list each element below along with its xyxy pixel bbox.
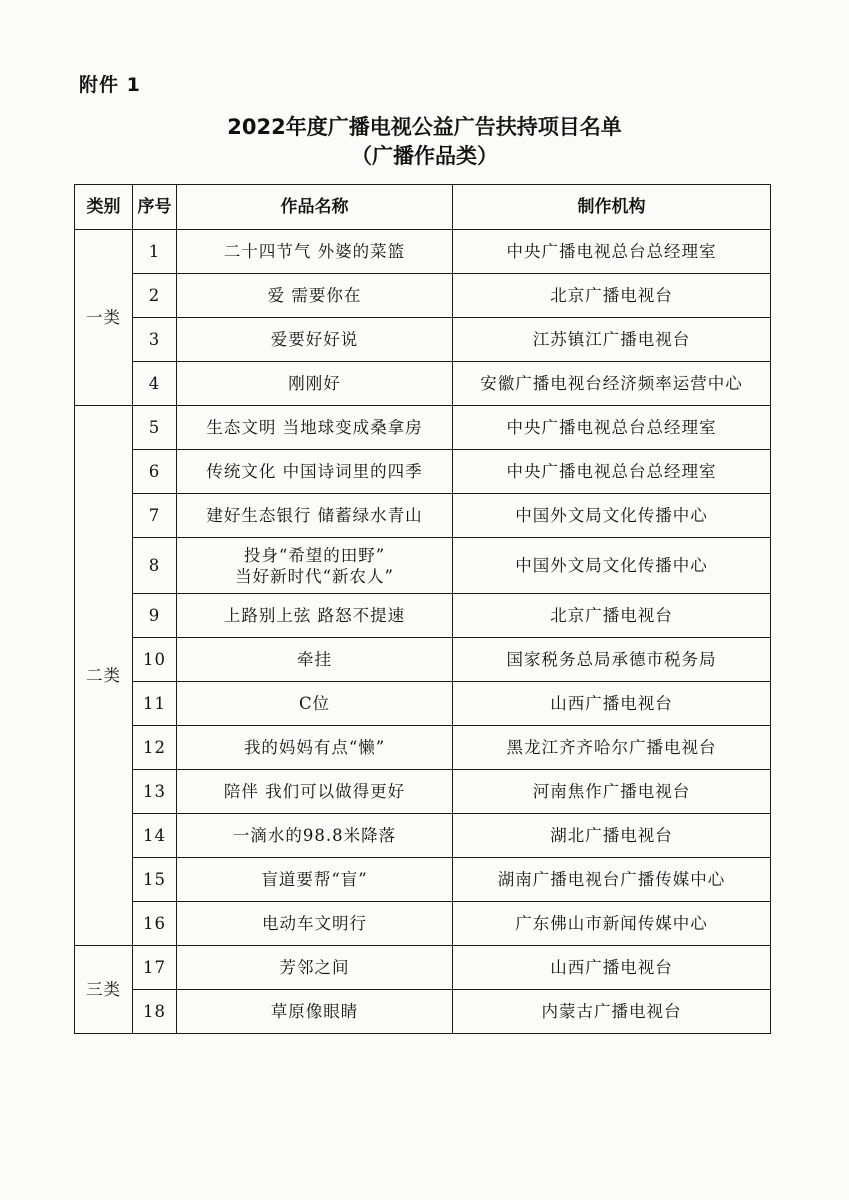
- header-work-title: 作品名称: [177, 185, 453, 230]
- category-cell: 二类: [75, 406, 133, 946]
- row-number-cell: 7: [133, 494, 177, 538]
- producer-cell: 内蒙古广播电视台: [453, 990, 771, 1034]
- table-row: [75, 946, 771, 990]
- header-number: 序号: [133, 185, 177, 230]
- work-title-line: 建好生态银行 储蓄绿水青山: [206, 506, 423, 525]
- work-title-line: 电动车文明行: [262, 914, 367, 933]
- producer-cell: 湖南广播电视台广播传媒中心: [453, 858, 771, 902]
- work-title-line: 草原像眼睛: [270, 1002, 359, 1021]
- work-title-cell: [177, 362, 453, 406]
- producer-cell: 山西广播电视台: [453, 946, 771, 990]
- work-title-cell: [177, 814, 453, 858]
- producer-cell: 国家税务总局承德市税务局: [453, 638, 771, 682]
- row-number-cell: 3: [133, 318, 177, 362]
- table-row: [75, 450, 771, 494]
- row-number-cell: 10: [133, 638, 177, 682]
- producer-cell: 安徽广播电视台经济频率运营中心: [453, 362, 771, 406]
- document-title: 2022年度广播电视公益广告扶持项目名单: [227, 115, 622, 139]
- work-title-line: 牵挂: [297, 650, 332, 669]
- work-title-cell: [177, 990, 453, 1034]
- table-row: [75, 230, 771, 274]
- work-title-line: 芳邻之间: [279, 958, 350, 977]
- header-producer: 制作机构: [453, 185, 771, 230]
- table-row: [75, 318, 771, 362]
- producer-cell: 河南焦作广播电视台: [453, 770, 771, 814]
- table-row: [75, 494, 771, 538]
- row-number-cell: 14: [133, 814, 177, 858]
- category-cell: 三类: [75, 946, 133, 1034]
- work-title-cell: [177, 450, 453, 494]
- work-title-cell: [177, 318, 453, 362]
- row-number-cell: 17: [133, 946, 177, 990]
- table-row: [75, 594, 771, 638]
- row-number-cell: 9: [133, 594, 177, 638]
- work-title-cell: [177, 726, 453, 770]
- project-list-table: [74, 184, 771, 1034]
- table-body: [75, 230, 771, 1034]
- table-header-row: [75, 185, 771, 230]
- work-title-line: 二十四节气 外婆的菜篮: [223, 242, 406, 261]
- table-row: [75, 362, 771, 406]
- work-title-cell: [177, 406, 453, 450]
- work-title-cell: [177, 946, 453, 990]
- work-title-line: 投身“希望的田野”: [243, 545, 386, 565]
- work-title-cell: [177, 538, 453, 594]
- producer-cell: 中国外文局文化传播中心: [453, 538, 771, 594]
- producer-cell: 山西广播电视台: [453, 682, 771, 726]
- producer-cell: 黑龙江齐齐哈尔广播电视台: [453, 726, 771, 770]
- work-title-line: 盲道要帮“盲”: [261, 870, 368, 889]
- table-row: [75, 406, 771, 450]
- producer-cell: 北京广播电视台: [453, 594, 771, 638]
- table-row: [75, 682, 771, 726]
- row-number-cell: 11: [133, 682, 177, 726]
- row-number-cell: 1: [133, 230, 177, 274]
- document-subtitle: （广播作品类）: [351, 144, 498, 168]
- work-title-cell: [177, 594, 453, 638]
- work-title-cell: [177, 274, 453, 318]
- row-number-cell: 13: [133, 770, 177, 814]
- row-number-cell: 5: [133, 406, 177, 450]
- work-title-line: 传统文化 中国诗词里的四季: [206, 462, 423, 481]
- row-number-cell: 6: [133, 450, 177, 494]
- work-title-cell: [177, 494, 453, 538]
- table-row: [75, 858, 771, 902]
- work-title-cell: [177, 638, 453, 682]
- work-title-line: 当好新时代“新农人”: [235, 566, 394, 586]
- work-title-cell: [177, 858, 453, 902]
- work-title-line: 我的妈妈有点“懒”: [243, 738, 386, 757]
- producer-cell: 中央广播电视总台总经理室: [453, 450, 771, 494]
- document-title-block: [0, 113, 849, 171]
- table-row: [75, 726, 771, 770]
- work-title-cell: [177, 770, 453, 814]
- header-category: 类别: [75, 185, 133, 230]
- work-title-cell: [177, 682, 453, 726]
- table-row: [75, 538, 771, 594]
- work-title-line: 生态文明 当地球变成桑拿房: [206, 418, 423, 437]
- table-row: [75, 814, 771, 858]
- producer-cell: 中央广播电视总台总经理室: [453, 230, 771, 274]
- row-number-cell: 12: [133, 726, 177, 770]
- producer-cell: 中国外文局文化传播中心: [453, 494, 771, 538]
- row-number-cell: 2: [133, 274, 177, 318]
- work-title-line: 爱要好好说: [270, 330, 359, 349]
- table-row: [75, 274, 771, 318]
- row-number-cell: 16: [133, 902, 177, 946]
- table-row: [75, 902, 771, 946]
- row-number-cell: 18: [133, 990, 177, 1034]
- work-title-line: 陪伴 我们可以做得更好: [223, 782, 406, 801]
- work-title-line: 爱 需要你在: [267, 286, 362, 305]
- row-number-cell: 15: [133, 858, 177, 902]
- table-row: [75, 638, 771, 682]
- producer-cell: 中央广播电视总台总经理室: [453, 406, 771, 450]
- work-title-line: C位: [298, 694, 331, 713]
- work-title-line: 刚刚好: [288, 374, 341, 393]
- producer-cell: 北京广播电视台: [453, 274, 771, 318]
- producer-cell: 湖北广播电视台: [453, 814, 771, 858]
- row-number-cell: 4: [133, 362, 177, 406]
- producer-cell: 广东佛山市新闻传媒中心: [453, 902, 771, 946]
- work-title-line: 一滴水的98.8米降落: [232, 826, 397, 845]
- row-number-cell: 8: [133, 538, 177, 594]
- work-title-line: 上路别上弦 路怒不提速: [223, 606, 406, 625]
- attachment-label: 附件 1: [79, 74, 141, 96]
- work-title-cell: [177, 230, 453, 274]
- table-row: [75, 990, 771, 1034]
- category-cell: 一类: [75, 230, 133, 406]
- work-title-cell: [177, 902, 453, 946]
- table-row: [75, 770, 771, 814]
- producer-cell: 江苏镇江广播电视台: [453, 318, 771, 362]
